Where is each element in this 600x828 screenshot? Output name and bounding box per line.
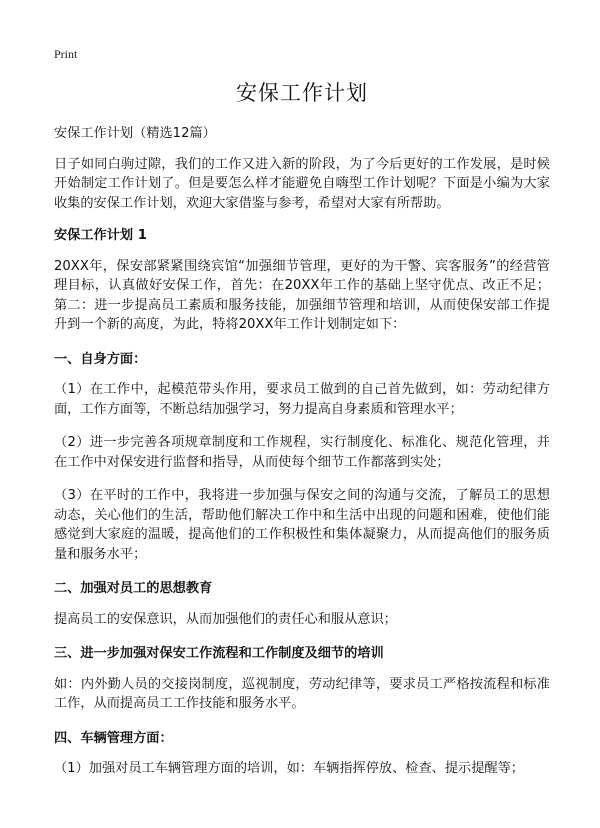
section-self-item-2: （2）进一步完善各项规章制度和工作规程，实行制度化、标准化、规范化管理，并在工作中对保安进行监督和指导，从而使每个细节工作都落到实处； xyxy=(54,435,550,470)
section-heading-education: 二、加强对员工的思想教育 xyxy=(54,581,213,596)
section-self-item-3: （3）在平时的工作中，我将进一步加强与保安之间的沟通与交流，了解员工的思想动态，关心他们的生活，帮助他们解决工作中和生活中出现的问题和困难，使他们能感觉到大家庭的温暖，提高他们的工作积极性和集体凝聚力，从而提高他们的服务质量和服务水平； xyxy=(54,488,550,562)
intro-paragraph: 日子如同白驹过隙，我们的工作又进入新的阶段，为了今后更好的工作发展，是时候开始制定工作计划了。但是要怎么样才能避免自嗨型工作计划呢？下面是小编为大家收集的安保工作计划，欢迎大家借鉴与参考，希望对大家有所帮助。 xyxy=(54,156,550,211)
plan-heading: 安保工作计划 1 xyxy=(54,228,147,243)
section-vehicles-item-1: （1）加强对员工车辆管理方面的培训，如：车辆指挥停放、检查、提示提醒等； xyxy=(54,761,524,776)
section-heading-training: 三、进一步加强对保安工作流程和工作制度及细节的培训 xyxy=(54,646,384,661)
plan-intro-paragraph: 20XX年，保安部紧紧围绕宾馆“加强细节管理，更好的为干警、宾客服务”的经营管理目标，认真做好安保工作，首先：在20XX年工作的基础上坚守优点、改正不足；第二：进一步提高员工素质和服务技能，加强细节管理和培训，从而使保安部工作提升到一个新的高度，为此，特将20XX年工作计划制定如下： xyxy=(54,258,550,332)
section-education-text: 提高员工的安保意识，从而加强他们的责任心和服从意识； xyxy=(54,611,397,627)
section-heading-vehicles: 四、车辆管理方面： xyxy=(54,730,173,746)
section-training-text: 如：内外勤人员的交接岗制度，巡视制度，劳动纪律等，要求员工严格按流程和标准工作，从而提高员工工作技能和服务水平。 xyxy=(54,676,550,711)
section-heading-self: 一、自身方面： xyxy=(54,351,147,367)
print-link[interactable]: Print xyxy=(54,47,78,61)
document-body xyxy=(54,78,550,793)
section-self-item-1: （1）在工作中，起模范带头作用，要求员工做到的自己首先做到，如：劳动纪律方面，工作方面等，不断总结加强学习，努力提高自身素质和管理水平； xyxy=(54,382,550,417)
document-title: 安保工作计划 xyxy=(236,81,368,105)
document-subtitle: 安保工作计划（精选12篇） xyxy=(54,126,216,141)
